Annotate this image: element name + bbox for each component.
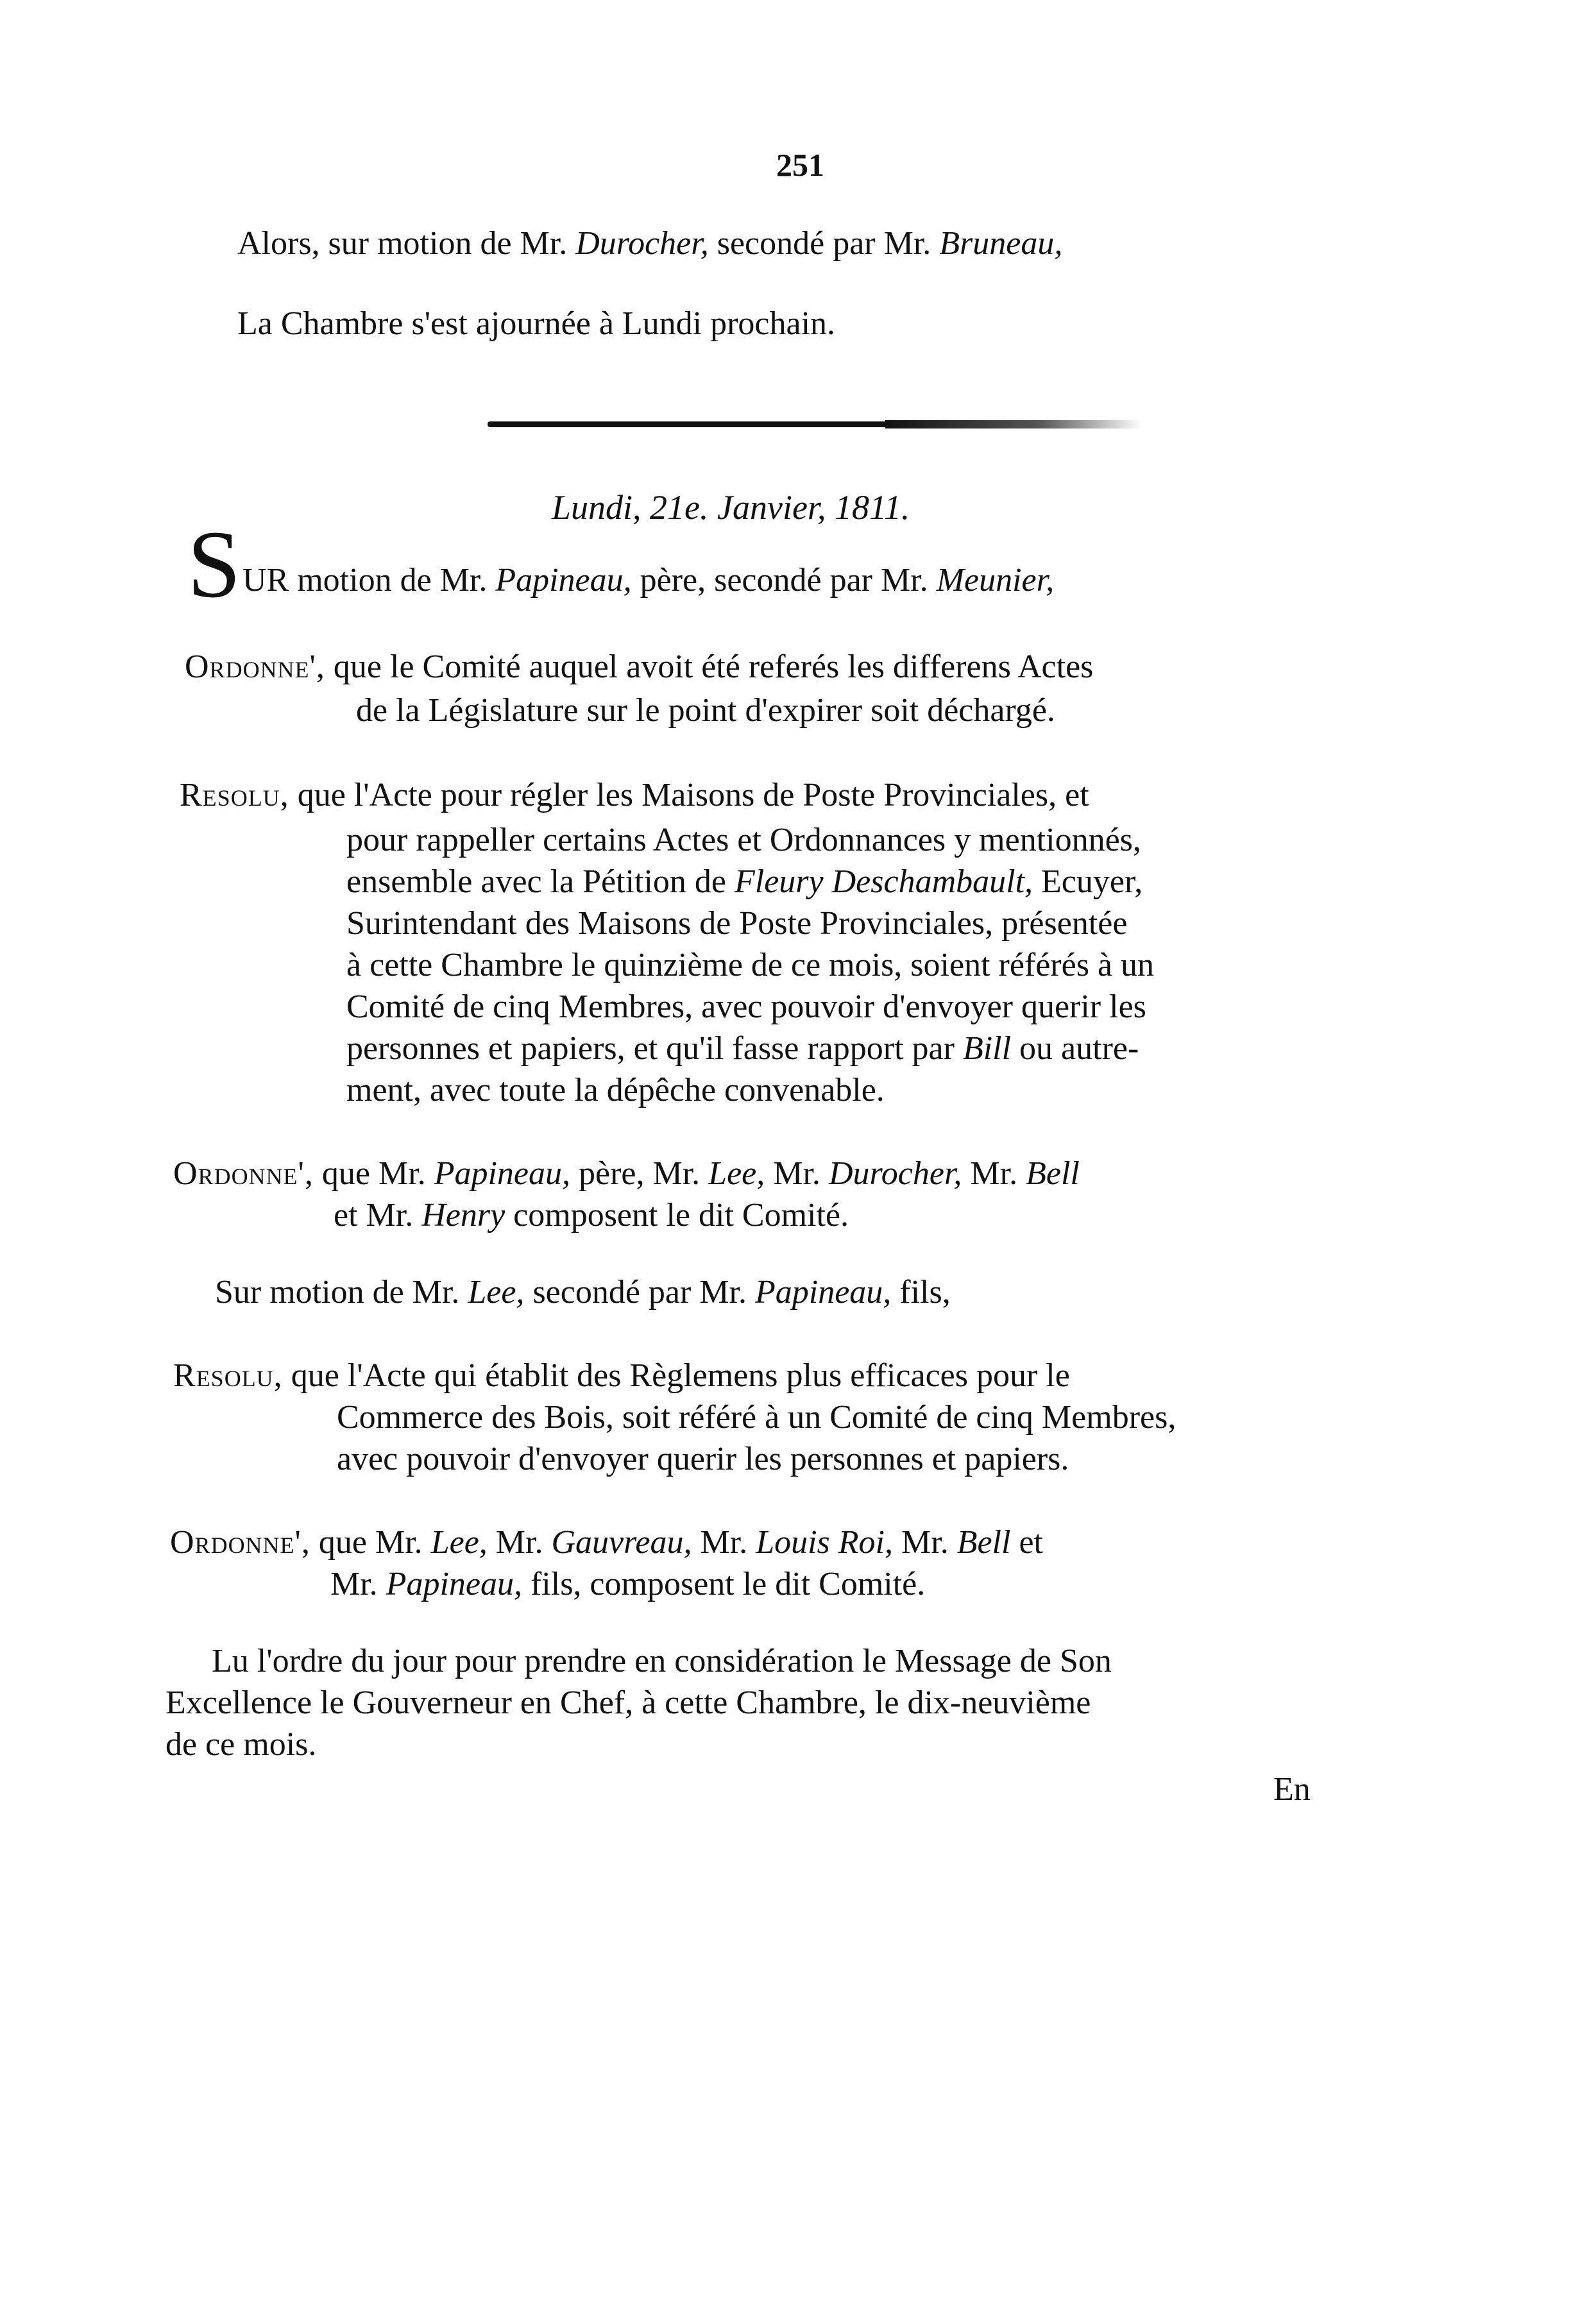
text: secondé par Mr.	[524, 1274, 747, 1310]
page-number: 251	[776, 147, 824, 183]
name: Papineau,	[434, 1155, 570, 1192]
text: UR motion de Mr.	[242, 562, 488, 598]
name-papineau: Papineau,	[495, 562, 632, 598]
text: Mr.	[692, 1524, 748, 1561]
paragraph-sur-motion	[242, 561, 1054, 600]
text: Sur motion de Mr.	[215, 1274, 460, 1310]
heading-resolu: Resolu,	[173, 1357, 283, 1394]
ordonne-1-line-2: de la Législature sur le point d'expirer soit déchargé.	[356, 692, 1055, 729]
text: secondé par Mr.	[708, 225, 931, 262]
text: que Mr.	[321, 1155, 426, 1192]
text: personnes et papiers, et qu'il fasse rapport par	[346, 1030, 955, 1067]
name: Bell	[1026, 1155, 1080, 1192]
text: que l'Acte qui établit des Règlemens plus efficaces pour le	[291, 1357, 1070, 1394]
session-date: Lundi, 21e. Janvier, 1811.	[552, 488, 910, 527]
text: ensemble avec la Pétition de	[346, 863, 727, 900]
term-bill: Bill	[962, 1030, 1012, 1067]
text: Mr.	[765, 1155, 820, 1192]
lu-line-1: Lu l'ordre du jour pour prendre en considération le Message de Son	[212, 1643, 1112, 1679]
paragraph-ajournee: La Chambre s'est ajournée à Lundi prochain.	[237, 305, 836, 342]
name-papineau: Papineau,	[386, 1566, 522, 1602]
section-divider-tail	[885, 420, 1142, 428]
name: Bell	[956, 1524, 1011, 1561]
ordonne-2-line-2	[334, 1196, 849, 1235]
name-durocher: Durocher,	[575, 225, 709, 262]
lu-line-2: Excellence le Gouverneur en Chef, à cette Chambre, le dix-neuvième	[166, 1684, 1091, 1721]
name: Gauvreau,	[551, 1524, 692, 1561]
ordonne-2-line-1	[173, 1155, 1080, 1193]
name: Louis Roi,	[756, 1524, 894, 1561]
text: que l'Acte pour régler les Maisons de Poste Provinciales, et	[297, 777, 1089, 813]
text: Mr.	[330, 1566, 378, 1602]
text: fils, composent le dit Comité.	[522, 1566, 926, 1602]
heading-resolu: Resolu,	[180, 777, 289, 813]
lu-line-3: de ce mois.	[166, 1726, 317, 1763]
name: Lee,	[708, 1155, 765, 1192]
text: Mr.	[487, 1524, 543, 1561]
text: père, Mr.	[570, 1155, 701, 1192]
name-henry: Henry	[421, 1197, 505, 1234]
heading-ordonne: Ordonne',	[173, 1155, 314, 1192]
text: et	[1010, 1524, 1043, 1561]
drop-cap: S	[187, 511, 241, 618]
heading-ordonne: Ordonne',	[170, 1524, 310, 1561]
resolu-1-line-2: pour rappeller certains Actes et Ordonnances y mentionnés,	[346, 822, 1141, 858]
ordonne-3-line-1	[170, 1523, 1043, 1562]
ordonne-3-line-2	[330, 1565, 925, 1604]
text: et Mr.	[334, 1197, 414, 1234]
resolu-2-line-1	[173, 1357, 1070, 1395]
heading-ordonne: Ordonne',	[185, 649, 325, 685]
resolu-2-line-2: Commerce des Bois, soit référé à un Comité de cinq Membres,	[337, 1399, 1177, 1436]
text: Mr.	[893, 1524, 949, 1561]
text: Ecuyer,	[1033, 863, 1143, 900]
name: Durocher,	[828, 1155, 962, 1192]
ordonne-1-line-1	[185, 648, 1093, 686]
name: Lee,	[430, 1524, 488, 1561]
resolu-1-line-5: à cette Chambre le quinzième de ce mois, soient référés à un	[346, 947, 1155, 983]
name-fleury-deschambault: Fleury Deschambault,	[735, 863, 1033, 900]
resolu-1-line-3	[346, 863, 1143, 901]
catchword: En	[1273, 1771, 1311, 1808]
text: que le Comité auquel avoit été referés les differens Actes	[333, 649, 1094, 685]
name-lee: Lee,	[468, 1274, 525, 1310]
text: ou autre-	[1011, 1030, 1139, 1067]
text: père, secondé par Mr.	[631, 562, 928, 598]
name-meunier: Meunier,	[936, 562, 1055, 598]
name-bruneau: Bruneau,	[939, 225, 1063, 262]
resolu-2-line-3: avec pouvoir d'envoyer querir les personnes et papiers.	[337, 1441, 1069, 1477]
text: que Mr.	[318, 1524, 423, 1561]
text: Alors, sur motion de Mr.	[237, 225, 568, 262]
resolu-1-line-4: Surintendant des Maisons de Poste Provinciales, présentée	[346, 905, 1128, 942]
resolu-1-line-6: Comité de cinq Membres, avec pouvoir d'envoyer querir les	[346, 988, 1146, 1025]
resolu-1-line-7	[346, 1030, 1139, 1068]
text: composent le dit Comité.	[505, 1197, 849, 1234]
resolu-1-line-8: ment, avec toute la dépêche convenable.	[346, 1072, 885, 1108]
paragraph-alors	[237, 225, 1062, 263]
text: Mr.	[962, 1155, 1018, 1192]
name-papineau: Papineau,	[755, 1274, 892, 1310]
text: fils,	[891, 1274, 951, 1310]
resolu-1-line-1	[180, 776, 1089, 815]
paragraph-sur-motion-2	[215, 1273, 951, 1312]
